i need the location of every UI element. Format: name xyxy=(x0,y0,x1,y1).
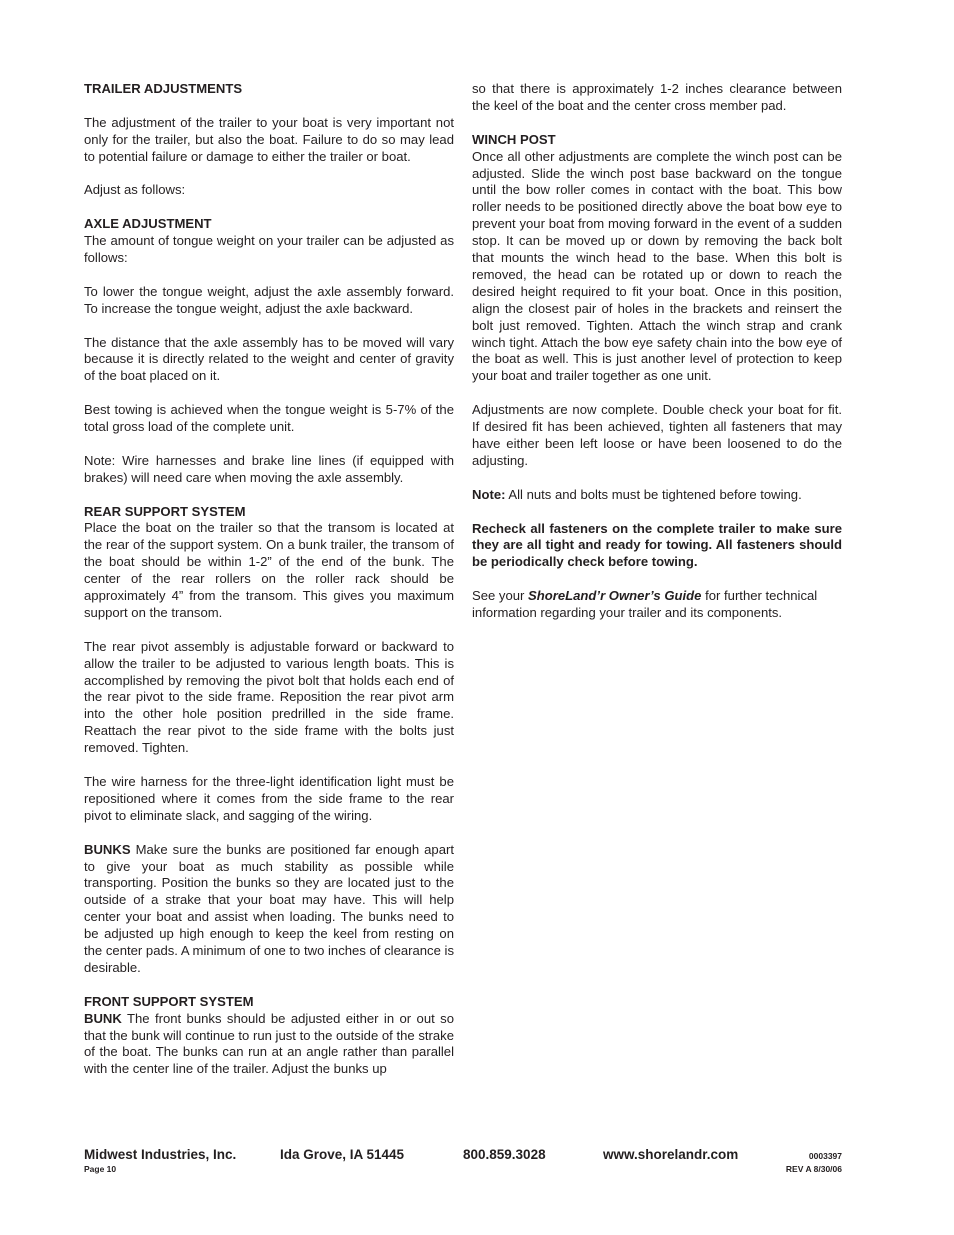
heading-rear-support: REAR SUPPORT SYSTEM xyxy=(84,503,246,519)
axle-p3: The distance that the axle assembly has to be moved will vary because it is directly related to the weight and center of gravity of the boat placed on it. xyxy=(84,334,454,384)
see-pre: See your xyxy=(472,588,529,604)
see-post: for further technical information regarding your trailer and its components. xyxy=(472,588,818,621)
footer-website: www.shorelandr.com xyxy=(603,1147,739,1162)
note-label: Note: xyxy=(472,486,506,502)
adjust-as-follows: Adjust as follows: xyxy=(84,182,186,198)
owners-guide-title: ShoreLand’r Owner’s Guide xyxy=(528,588,702,604)
page-footer xyxy=(84,1147,842,1177)
footer-part-number: 0003397 xyxy=(808,1151,842,1161)
axle-p2: To lower the tongue weight, adjust the axle assembly forward. To increase the tongue weight, adjust the axle backward. xyxy=(84,283,454,316)
right-column xyxy=(472,81,842,639)
rear-p1: Place the boat on the trailer so that the transom is located at the rear of the support system. On a bunk trailer, the transom of the boat should be within 1-2” of the end of the bunk. The center of the rear rollers on the roller rack should be approximately 4” from the transom. This gives you maximum support on the transom. xyxy=(84,520,454,620)
footer-city: Ida Grove, IA 51445 xyxy=(280,1147,405,1162)
axle-p4: Best towing is achieved when the tongue weight is 5-7% of the total gross load of the complete unit. xyxy=(84,402,454,435)
heading-front-support: FRONT SUPPORT SYSTEM xyxy=(84,993,254,1009)
heading-trailer-adjustments: TRAILER ADJUSTMENTS xyxy=(84,81,243,96)
rear-p2: The rear pivot assembly is adjustable forward or backward to allow the trailer to be adjusted to various length boats. This is accomplished by removing the pivot bolt that holds each end of the rear pivot to the side frame. Reposition the rear pivot arm into the other hole position predrilled in the side frame. Reattach the rear pivot to the side frame with the bolts just removed. Tighten. xyxy=(84,638,454,756)
axle-p1: The amount of tongue weight on your trailer can be adjusted as follows: xyxy=(84,233,454,266)
footer-company: Midwest Industries, Inc. xyxy=(84,1147,237,1162)
footer-revision: REV A 8/30/06 xyxy=(785,1164,842,1174)
heading-axle-adjustment: AXLE ADJUSTMENT xyxy=(84,216,212,232)
adjustments-complete: Adjustments are now complete. Double check your boat for fit. If desired fit has been achieved, tighten all fasteners that may have either been left loose or have been loosened to do the adjusting. xyxy=(472,402,842,468)
bunks-paragraph xyxy=(84,842,454,977)
bunks-label: BUNKS xyxy=(84,841,131,857)
bunk-text: The front bunks should be adjusted either in or out so that the bunk will continue to run just to the outside of the strake of the boat. The bunks can run at an angle rather than parallel with the center line of the trailer. Adjust the bunks up xyxy=(84,1010,454,1077)
note-paragraph xyxy=(472,487,842,504)
note-text: All nuts and bolts must be tightened before towing. xyxy=(505,486,802,502)
bunks-text: Make sure the bunks are positioned far enough apart to give your boat as much stability as possible while transporting. Position the bunks so they are located just to the outside of a strake that your boat may have. This will help center your boat and assist when loading. The bunks need to be adjusted up high enough to keep the keel from resting on the center pads. A minimum of one to two inches of clearance is desirable. xyxy=(84,841,454,975)
front-bunk-paragraph xyxy=(84,1011,454,1079)
recheck-text: Recheck all fasteners on the complete trailer to make sure they are all tight and ready for towing. All fasteners should be periodically check before towing. xyxy=(472,520,842,570)
bunk-continued: so that there is approximately 1-2 inches clearance between the keel of the boat and the center cross member pad. xyxy=(472,81,842,113)
axle-note: Note: Wire harnesses and brake line lines (if equipped with brakes) will need care when moving the axle assembly. xyxy=(84,452,454,485)
footer-phone: 800.859.3028 xyxy=(463,1147,546,1162)
recheck-warning xyxy=(472,521,842,572)
bunk-label: BUNK xyxy=(84,1010,122,1026)
winch-p1: Once all other adjustments are complete the winch post can be adjusted. Slide the winch post base backward on the tongue until the bow roller comes in contact with the boat. This bow roller needs to be positioned directly above the boat bow eye to prevent your boat from moving forward in the event of a sudden stop. It can be moved up or down by removing the back bolt that mounts the winch head to the base. When this bolt is removed, the head can be rotated up or down to reach the desired height required to fit your boat. Once in this position, align the closest pair of holes in the brackets and reinsert the bolt just removed. Tighten. Attach the winch strap and crank winch tight. Attach the bow eye safety chain into the bow eye of the boat as well. This is just another level of protection to keep your boat and trailer together as one unit. xyxy=(472,148,842,384)
trailer-adjustments-intro: The adjustment of the trailer to your boat is very important not only for the trailer, but also the boat. Failure to do so may lead to potential failure or damage to either the trailer or boat. xyxy=(84,114,454,164)
heading-winch-post: WINCH POST xyxy=(472,131,556,147)
rear-p3: The wire harness for the three-light identification light must be repositioned where it comes from the side frame to the rear pivot to eliminate slack, and sagging of the wiring. xyxy=(84,774,454,823)
see-guide-paragraph xyxy=(472,588,842,622)
footer-page-number: Page 10 xyxy=(84,1164,117,1174)
left-column xyxy=(84,81,454,1078)
